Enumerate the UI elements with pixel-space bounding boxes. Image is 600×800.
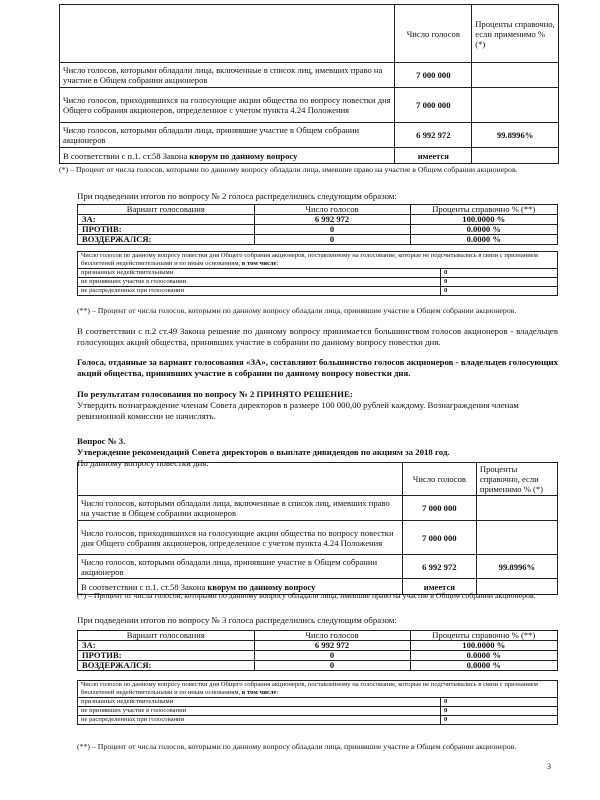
majority-paragraph: В соответствии с п.2 ст.49 Закона решение по данному вопросу принимается большинством голосов акционеров - владельцев голосующих акций общества, принявших участие в собрании по данному вопросу повестки дня. <box>77 326 558 347</box>
row-pct: 99.8996% <box>476 555 557 579</box>
col-count-header: Число голосов <box>402 463 476 496</box>
quorum-table-q3 <box>77 462 558 595</box>
row-label: Число голосов, приходившихся на голосующие акции общества по вопросу повестки дня Общего собрания акционеров, определенное с учетом пункта 4.24 Положения <box>78 521 403 555</box>
invalid-row-value: 0 <box>441 707 558 716</box>
row-pct <box>472 88 559 123</box>
row-count: 7 000 000 <box>395 63 472 88</box>
decision-text: Утвердить вознаграждение членам Совета директоров в размере 100 000,00 рублей каждому. Вознаграждения членам ревизионной комиссии не начислять. <box>77 400 519 421</box>
row-pct <box>472 63 559 88</box>
footnote-star: (*) – Процент от числа голосов, которыми по данному вопросу обладали лица, имевшие право на участие в Общем собрании акционеров. <box>59 165 518 174</box>
vote-pct: 100.0000 % <box>410 215 557 225</box>
votes-col-count: Число голосов <box>254 631 410 641</box>
quorum-label: В соответствии с п.1. ст.58 Закона кворум по данному вопросу <box>60 148 395 164</box>
invalid-row-value: 0 <box>441 278 558 287</box>
footnote-double-star-q3: (**) – Процент от числа голосов, которыми по данному вопросу обладали лица, принявшие участие в Общем собрании акционеров. <box>77 742 517 751</box>
invalid-row-label: не распределенных при голосовании <box>78 287 441 296</box>
row-count: 7 000 000 <box>402 521 476 555</box>
decision-title: По результатам голосования по вопросу № 2 ПРИНЯТО РЕШЕНИЕ: <box>77 389 353 399</box>
row-count: 7 000 000 <box>395 88 472 123</box>
row-pct <box>476 496 557 521</box>
question-3-title: Вопрос № 3. <box>77 436 126 446</box>
votes-table-q3 <box>77 630 558 671</box>
invalid-row-label: признанных недействительными <box>78 698 441 707</box>
vote-option-label: ПРОТИВ: <box>78 651 255 661</box>
vote-count: 0 <box>254 235 410 245</box>
invalid-row-label: не распределенных при голосовании <box>78 716 441 725</box>
row-label: Число голосов, которыми обладали лица, включенные в список лиц, имевших право на участие в Общем собрании акционеров <box>60 63 395 88</box>
votes-col-variant: Вариант голосования <box>78 205 255 215</box>
vote-option-label: ЗА: <box>78 641 255 651</box>
vote-pct: 0.0000 % <box>410 235 557 245</box>
invalid-row-value: 0 <box>441 716 558 725</box>
za-majority-paragraph: Голоса, отданные за вариант голосования «ЗА», составляют большинство голосов акционеров - владельцев голосующих акций общества, принявших участие в собрании по данному вопросу повестки дня. <box>77 357 558 378</box>
quorum-label: В соответствии с п.1. ст.58 Закона кворум по данному вопросу <box>78 579 403 595</box>
vote-option-label: ВОЗДЕРЖАЛСЯ: <box>78 661 255 671</box>
vote-option-label: ЗА: <box>78 215 255 225</box>
votes-col-pct: Проценты справочно % (**) <box>410 205 557 215</box>
row-label: Число голосов, которыми обладали лица, включенные в список лиц, имевших право на участие в Общем собрании акционеров <box>78 496 403 521</box>
votes-table-q2 <box>77 204 558 245</box>
vote-pct: 0.0000 % <box>410 651 557 661</box>
col-percent-header: Проценты справочно, если применимо % (*) <box>476 463 557 496</box>
vote-option-label: ПРОТИВ: <box>78 225 255 235</box>
vote-count: 6 992 972 <box>254 641 410 651</box>
footnote-double-star: (**) – Процент от числа голосов, которыми по данному вопросу обладали лица, принявшие участие в Общем собрании акционеров. <box>77 306 517 315</box>
quorum-value: имеется <box>402 579 476 595</box>
vote-option-label: ВОЗДЕРЖАЛСЯ: <box>78 235 255 245</box>
row-count: 6 992 972 <box>402 555 476 579</box>
row-count: 7 000 000 <box>402 496 476 521</box>
row-pct <box>476 521 557 555</box>
vote-pct: 0.0000 % <box>410 661 557 671</box>
vote-pct: 100.0000 % <box>410 641 557 651</box>
votes-col-pct: Проценты справочно % (**) <box>410 631 557 641</box>
invalid-row-value: 0 <box>441 269 558 278</box>
row-label: Число голосов, которыми обладали лица, принявшие участие в Общем собрании акционеров <box>78 555 403 579</box>
votes-intro-q3: При подведении итогов по вопросу № 3 голоса распределились следующим образом: <box>77 615 397 625</box>
footnote-star-q3: (*) – Процент от числа голосов, которыми по данному вопросу обладали лица, имевшие право на участие в Общем собрании акционеров. <box>77 591 536 600</box>
row-count: 6 992 972 <box>395 123 472 148</box>
quorum-table-q2 <box>59 4 559 164</box>
vote-count: 0 <box>254 661 410 671</box>
invalid-row-label: признанных недействительными <box>78 269 441 278</box>
invalid-ballots-table-q2 <box>77 251 558 296</box>
vote-count: 0 <box>254 225 410 235</box>
invalid-header: Число голосов по данному вопросу повестки дня Общего собрания акционеров, поставленному на голосование, которые не подсчитывались в связи с признанием бюллетеней недействительными и по иным основаниям, в том числе: <box>78 681 558 698</box>
row-label: Число голосов, которыми обладали лица, принявшие участие в Общем собрании акционеров <box>60 123 395 148</box>
quorum-value: имеется <box>395 148 472 164</box>
row-pct: 99.8996% <box>472 123 559 148</box>
votes-intro-q2: При подведении итогов по вопросу № 2 голоса распределились следующим образом: <box>77 191 397 201</box>
invalid-row-value: 0 <box>441 287 558 296</box>
col-percent-header: Проценты справочно, если применимо % (*) <box>472 5 559 63</box>
question-3-subject: Утверждение рекомендаций Совета директоров о выплате дивидендов по акциям за 2018 год. <box>77 447 450 457</box>
invalid-header: Число голосов по данному вопросу повестки дня Общего собрания акционеров, поставленному на голосование, которые не подсчитывались в связи с признанием бюллетеней недействительными и по иным основаниям, в том числе: <box>78 252 558 269</box>
page-number: 3 <box>547 762 551 771</box>
votes-col-count: Число голосов <box>254 205 410 215</box>
invalid-row-label: не принявших участие в голосовании <box>78 278 441 287</box>
col-count-header: Число голосов <box>395 5 472 63</box>
vote-count: 6 992 972 <box>254 215 410 225</box>
question-3-agenda: По данному вопросу повестки дня: <box>77 458 209 468</box>
row-label: Число голосов, приходившихся на голосующие акции общества по вопросу повестки дня Общего собрания акционеров, определенное с учетом пункта 4.24 Положения <box>60 88 395 123</box>
invalid-ballots-table-q3 <box>77 680 558 725</box>
vote-pct: 0.0000 % <box>410 225 557 235</box>
invalid-row-label: не принявших участие в голосовании <box>78 707 441 716</box>
vote-count: 0 <box>254 651 410 661</box>
invalid-row-value: 0 <box>441 698 558 707</box>
votes-col-variant: Вариант голосования <box>78 631 255 641</box>
